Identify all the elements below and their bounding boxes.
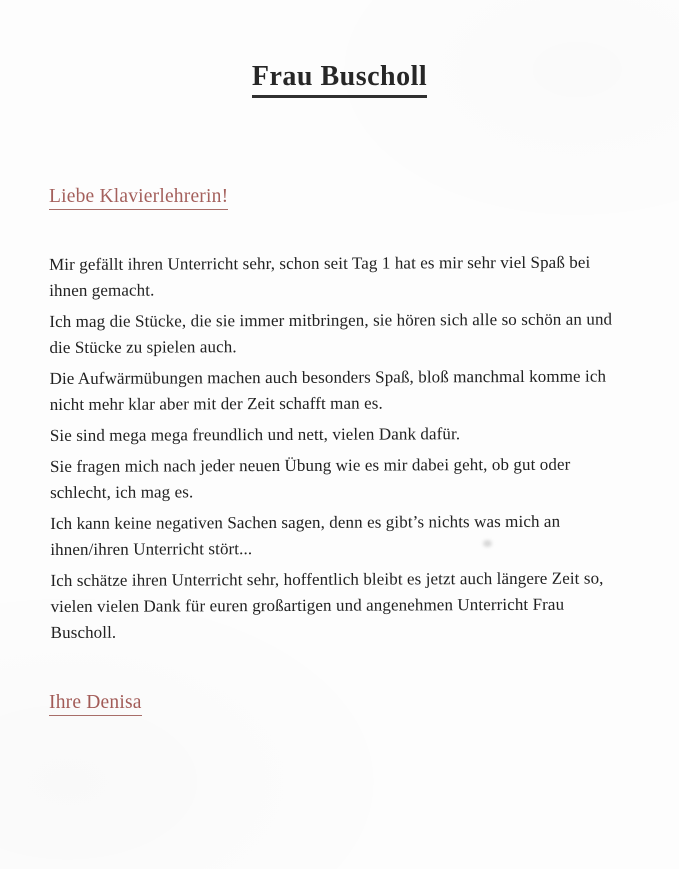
letter-body bbox=[49, 249, 651, 651]
body-paragraph-3: Die Aufwärmübungen machen auch besonders Spaß, bloß manchmal komme ich nicht mehr klar aber mit der Zeit schafft man es. bbox=[49, 366, 607, 414]
scan-smudge bbox=[483, 540, 492, 547]
closing-signature: Ihre Denisa bbox=[49, 692, 142, 716]
body-paragraph-7: Ich schätze ihren Unterricht sehr, hoffentlich bleibt es jetzt auch längere Zeit so, vielen vielen Dank für euren großartigen und angenehmen Unterricht Frau Buscholl. bbox=[50, 568, 604, 642]
letter-title-text: Frau Buscholl bbox=[252, 61, 427, 98]
salutation: Liebe Klavierlehrerin! bbox=[49, 186, 228, 210]
body-paragraph-6: Ich kann keine negativen Sachen sagen, denn es gibt’s nichts was mich an ihnen/ihren Unterricht stört... bbox=[50, 511, 561, 559]
body-paragraph-1: Mir gefällt ihren Unterricht sehr, schon seit Tag 1 hat es mir sehr viel Spaß bei ihnen gemacht. bbox=[49, 252, 591, 300]
body-paragraph-4: Sie sind mega mega freundlich und nett, vielen Dank dafür. bbox=[49, 424, 461, 445]
letter-title bbox=[0, 56, 679, 98]
body-paragraph-5: Sie fragen mich nach jeder neuen Übung wie es mir dabei geht, ob gut oder schlecht, ich mag es. bbox=[49, 454, 571, 502]
body-paragraph-2: Ich mag die Stücke, die sie immer mitbringen, sie hören sich alle so schön an und die Stücke zu spielen auch. bbox=[49, 309, 613, 357]
